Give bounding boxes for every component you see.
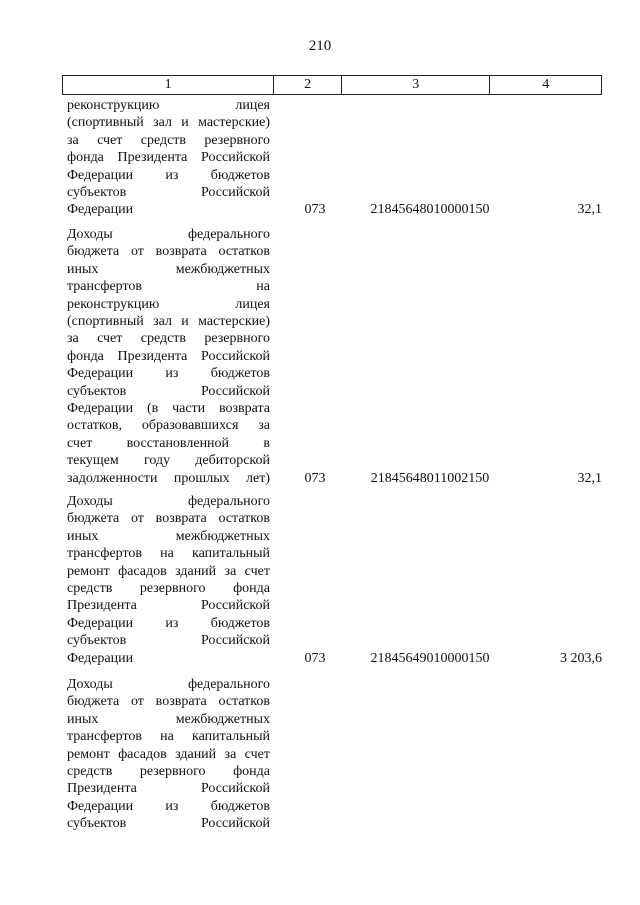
page-number: 210 (308, 38, 332, 54)
description-line: Федерации из бюджетов (67, 366, 270, 382)
column-header-2: 2 (274, 76, 342, 94)
column-header-4: 4 (542, 77, 550, 92)
table-row (67, 226, 607, 487)
table-header (62, 75, 602, 95)
description-line: текущем году дебиторской (67, 453, 270, 469)
description-line: фонда Президента Российской (67, 348, 270, 364)
description-line: задолженности прошлых лет) (67, 470, 270, 486)
kbk-code: 21845649010000150 (370, 650, 490, 666)
description-line: ремонт фасадов зданий за счет (67, 746, 270, 762)
description-line: иных межбюджетных (67, 261, 270, 277)
description-line: Доходы федерального (67, 227, 270, 242)
admin-code: 073 (304, 202, 326, 218)
description-line: счет восстановленной в (67, 435, 270, 451)
description-line: трансфертов на капитальный (67, 546, 270, 562)
column-header-1: 1 (63, 76, 274, 94)
description-line: Федерации (67, 202, 134, 218)
description-line: фонда Президента Российской (67, 150, 270, 166)
description-line: Президента Российской (67, 781, 270, 797)
description-line: реконструкцию лицея (67, 98, 270, 113)
kbk-code: 21845648010000150 (370, 202, 490, 218)
table-row (67, 97, 607, 219)
description-line: средств резервного фонда (67, 581, 270, 597)
row-description (67, 493, 270, 667)
row-description (67, 676, 270, 833)
description-line: (спортивный зал и мастерские) (67, 314, 270, 330)
description-line: трансфертов на капитальный (67, 729, 270, 745)
amount-value: 32,1 (577, 470, 602, 486)
description-line: субъектов Российской (67, 383, 270, 399)
description-line: Федерации из бюджетов (67, 798, 270, 814)
table-row (67, 493, 607, 667)
column-header-3: 3 (342, 76, 490, 94)
row-description (67, 226, 270, 487)
admin-code: 073 (304, 470, 326, 486)
description-line: ремонт фасадов зданий за счет (67, 563, 270, 579)
description-line: субъектов Российской (67, 185, 270, 201)
description-line: бюджета от возврата остатков (67, 511, 270, 527)
description-line: (спортивный зал и мастерские) (67, 115, 270, 131)
kbk-code: 21845648011002150 (370, 470, 490, 486)
description-line: Федерации (67, 650, 134, 666)
description-line: Президента Российской (67, 598, 270, 614)
row-description (67, 97, 270, 219)
description-line: Доходы федерального (67, 677, 270, 692)
description-line: остатков, образовавшихся за (67, 418, 270, 434)
description-line: Федерации из бюджетов (67, 167, 270, 183)
description-line: трансфертов на (67, 279, 270, 295)
description-line: за счет средств резервного (67, 331, 270, 347)
description-line: субъектов Российской (67, 633, 270, 649)
admin-code: 073 (304, 650, 326, 666)
description-line: субъектов Российской (67, 816, 270, 832)
description-line: Федерации (в части возврата (67, 401, 270, 417)
description-line: Федерации из бюджетов (67, 615, 270, 631)
description-line: средств резервного фонда (67, 764, 270, 780)
description-line: иных межбюджетных (67, 711, 270, 727)
description-line: реконструкцию лицея (67, 296, 270, 312)
table-row (67, 676, 607, 833)
description-line: бюджета от возврата остатков (67, 244, 270, 260)
description-line: за счет средств резервного (67, 132, 270, 148)
description-line: иных межбюджетных (67, 528, 270, 544)
description-line: бюджета от возврата остатков (67, 694, 270, 710)
amount-value: 32,1 (577, 202, 602, 218)
amount-value: 3 203,6 (560, 650, 602, 666)
description-line: Доходы федерального (67, 494, 270, 509)
